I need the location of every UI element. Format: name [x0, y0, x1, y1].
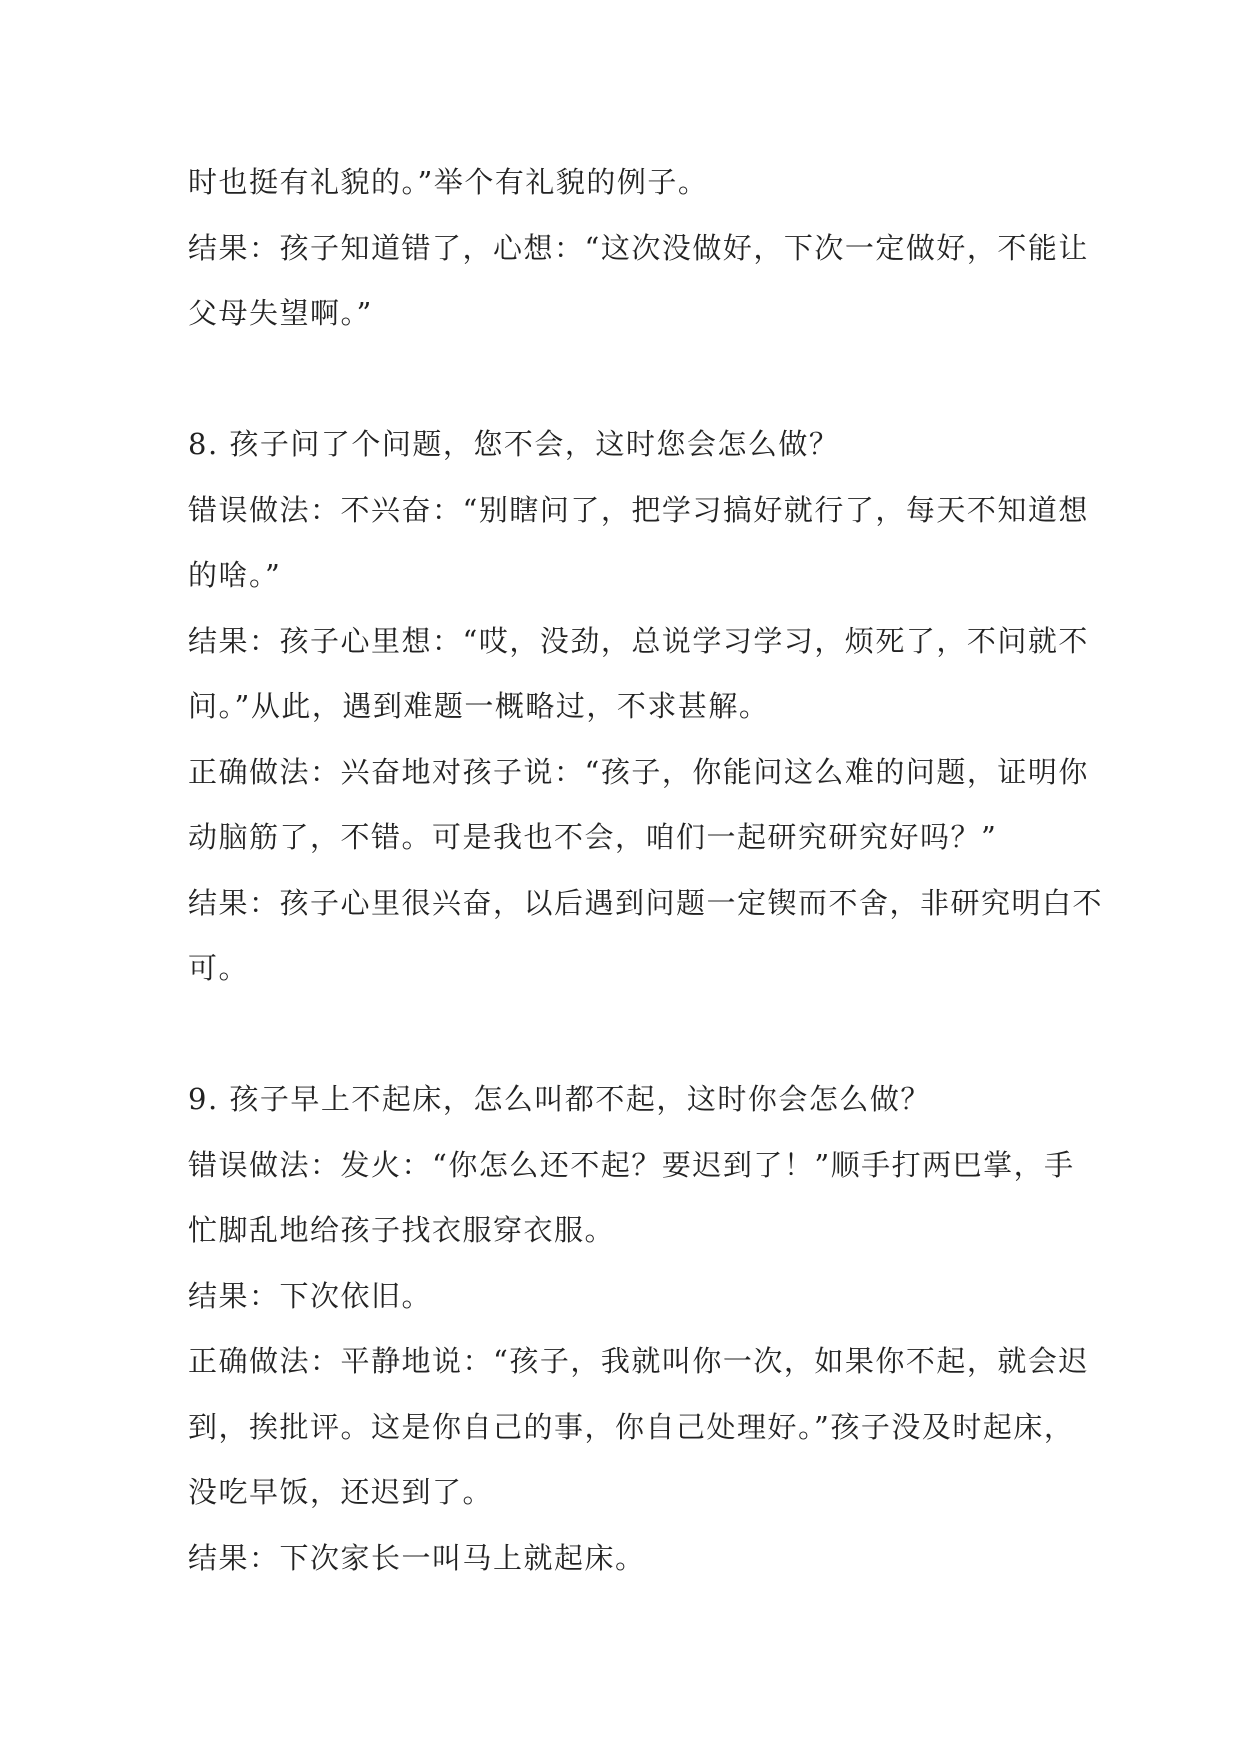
text-line: 到，挨批评。这是你自己的事，你自己处理好。”孩子没及时起床，	[188, 1409, 1075, 1444]
text-line: 结果：孩子心里很兴奋，以后遇到问题一定锲而不舍，非研究明白不	[188, 885, 1104, 920]
text-line: 动脑筋了，不错。可是我也不会，咱们一起研究研究好吗？”	[188, 820, 998, 854]
text-line: 父母失望啊。”	[188, 296, 373, 330]
text-line: 结果：孩子心里想：“哎，没劲，总说学习学习，烦死了，不问就不	[188, 623, 1089, 658]
text-line: 没吃早饭，还迟到了。	[188, 1475, 494, 1509]
text-line: 结果：孩子知道错了，心想：“这次没做好，下次一定做好，不能让	[188, 230, 1089, 265]
text-line: 时也挺有礼貌的。”举个有礼貌的例子。	[188, 165, 709, 199]
text-line: 可。	[188, 951, 250, 985]
document-body	[188, 155, 1104, 1596]
text-line: 结果：下次依旧。	[188, 1278, 433, 1313]
text-line: 错误做法：发火：“你怎么还不起？要迟到了！”顺手打两巴掌，手	[188, 1147, 1075, 1182]
text-line: 的啥。”	[188, 558, 282, 592]
question-heading: 8. 孩子问了个问题，您不会，这时您会怎么做？	[188, 427, 840, 461]
paragraph-gap	[188, 352, 1068, 418]
text-line: 问。”从此，遇到难题一概略过，不求甚解。	[188, 689, 770, 723]
text-line: 正确做法：平静地说：“孩子，我就叫你一次，如果你不起，就会迟	[188, 1344, 1089, 1378]
text-line: 正确做法：兴奋地对孩子说：“孩子，你能问这么难的问题，证明你	[188, 754, 1089, 789]
paragraph-gap	[188, 1007, 1068, 1073]
text-line: 错误做法：不兴奋：“别瞎问了，把学习搞好就行了，每天不知道想	[188, 492, 1089, 527]
text-line: 结果：下次家长一叫马上就起床。	[188, 1540, 646, 1575]
text-line: 忙脚乱地给孩子找衣服穿衣服。	[188, 1213, 616, 1247]
question-heading: 9. 孩子早上不起床，怎么叫都不起，这时你会怎么做？	[188, 1082, 931, 1116]
